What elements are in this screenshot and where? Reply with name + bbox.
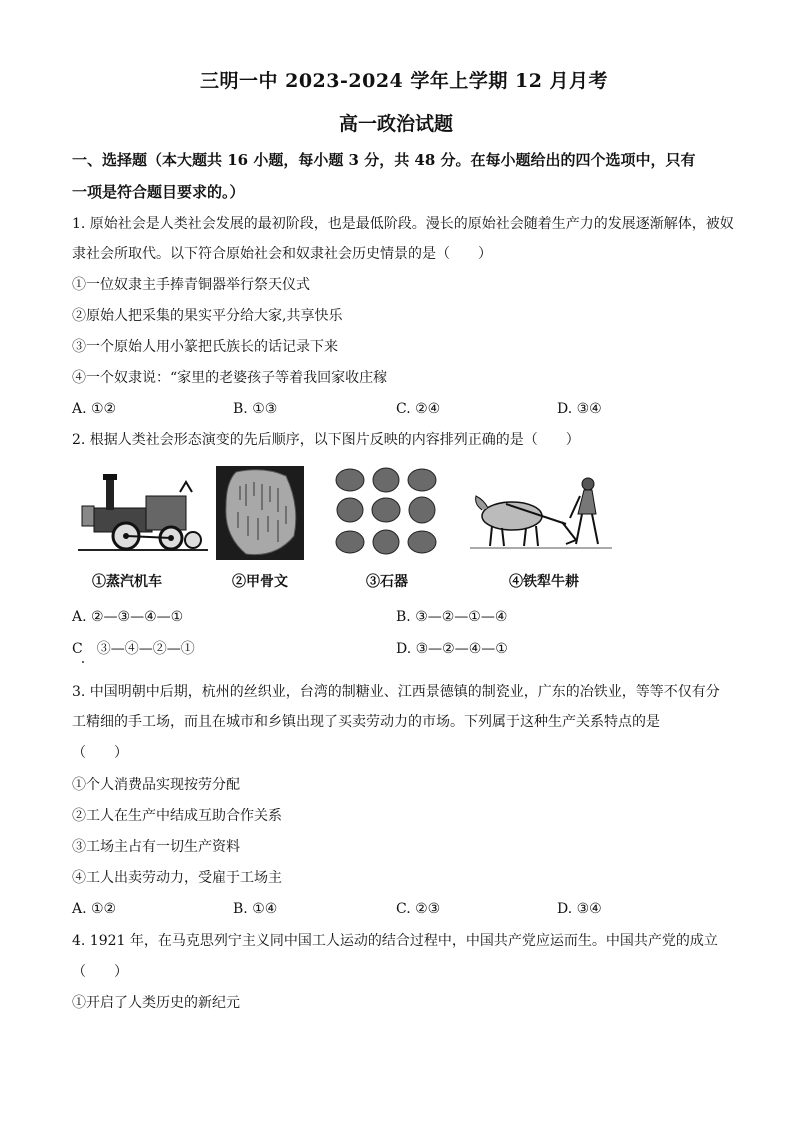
q4-stem-line2: （ ） <box>72 964 128 980</box>
q1-option-b: B. ①③ <box>233 401 278 417</box>
q1-item-3: ③一个原始人用小篆把氏族长的话记录下来 <box>72 339 338 355</box>
q2-option-d: D. ③—②—④—① <box>396 641 508 657</box>
q4-stem-line1: 4. 1921 年，在马克思列宁主义同中国工人运动的结合过程中，中国共产党应运而生。中国共产党的成立 <box>72 933 718 949</box>
q1-stem-line2: 隶社会所取代。以下符合原始社会和奴隶社会历史情景的是（ ） <box>72 246 492 262</box>
iron-plough-ox-image <box>466 466 616 556</box>
oracle-bone-image <box>216 466 304 560</box>
stone-tools-image <box>330 466 442 558</box>
q3-item-2: ②工人在生产中结成互助合作关系 <box>72 808 282 824</box>
q3-item-3: ③工场主占有一切生产资料 <box>72 839 240 855</box>
q2-stem: 2. 根据人类社会形态演变的先后顺序，以下图片反映的内容排列正确的是（ ） <box>72 432 580 448</box>
q2-caption-3: ③石器 <box>366 574 408 590</box>
q1-item-2: ②原始人把采集的果实平分给大家,共享快乐 <box>72 308 343 324</box>
q1-item-4: ④一个奴隶说：“家里的老婆孩子等着我回家收庄稼 <box>72 370 388 386</box>
q3-option-c: C. ②③ <box>396 901 441 917</box>
q1-option-c: C. ②④ <box>396 401 441 417</box>
q3-option-a: A. ①② <box>72 901 117 917</box>
q2-caption-4: ④铁犁牛耕 <box>509 574 579 590</box>
q2-option-b: B. ③—②—①—④ <box>396 609 508 625</box>
steam-locomotive-image <box>76 466 210 556</box>
q3-stem-line3: （ ） <box>72 745 128 761</box>
q3-option-d: D. ③④ <box>557 901 602 917</box>
q3-stem-line2: 工精细的手工场，而且在城市和乡镇出现了买卖劳动力的市场。下列属于这种生产关系特点的是 <box>72 714 660 730</box>
q2-option-a: A. ②—③—④—① <box>72 609 184 625</box>
exam-title: 三明一中 2023-2024 学年上学期 12 月月考 <box>200 70 609 92</box>
stray-dot <box>82 661 84 663</box>
q3-item-4: ④工人出卖劳动力，受雇于工场主 <box>72 870 282 886</box>
q1-stem-line1: 1. 原始社会是人类社会发展的最初阶段，也是最低阶段。漫长的原始社会随着生产力的发展逐渐解体，被奴 <box>72 216 734 232</box>
q2-caption-2: ②甲骨文 <box>232 574 288 590</box>
q3-item-1: ①个人消费品实现按劳分配 <box>72 777 240 793</box>
section-heading-line1: 一、选择题（本大题共 16 小题，每小题 3 分，共 48 分。在每小题给出的四个选项中，只有 <box>72 151 696 169</box>
q3-option-b: B. ①④ <box>233 901 278 917</box>
q1-option-d: D. ③④ <box>557 401 602 417</box>
q2-caption-1: ①蒸汽机车 <box>92 574 162 590</box>
exam-subtitle: 高一政治试题 <box>339 113 454 135</box>
q1-item-1: ①一位奴隶主手捧青铜器举行祭天仪式 <box>72 277 310 293</box>
q2-option-c: C ③—④—②—① <box>72 641 195 657</box>
q4-item-1: ①开启了人类历史的新纪元 <box>72 995 240 1011</box>
q3-stem-line1: 3. 中国明朝中后期，杭州的丝织业，台湾的制糖业、江西景德镇的制瓷业，广东的冶铁业，等等不仅有分 <box>72 684 720 700</box>
q1-option-a: A. ①② <box>72 401 117 417</box>
section-heading-line2: 一项是符合题目要求的。） <box>72 183 245 201</box>
